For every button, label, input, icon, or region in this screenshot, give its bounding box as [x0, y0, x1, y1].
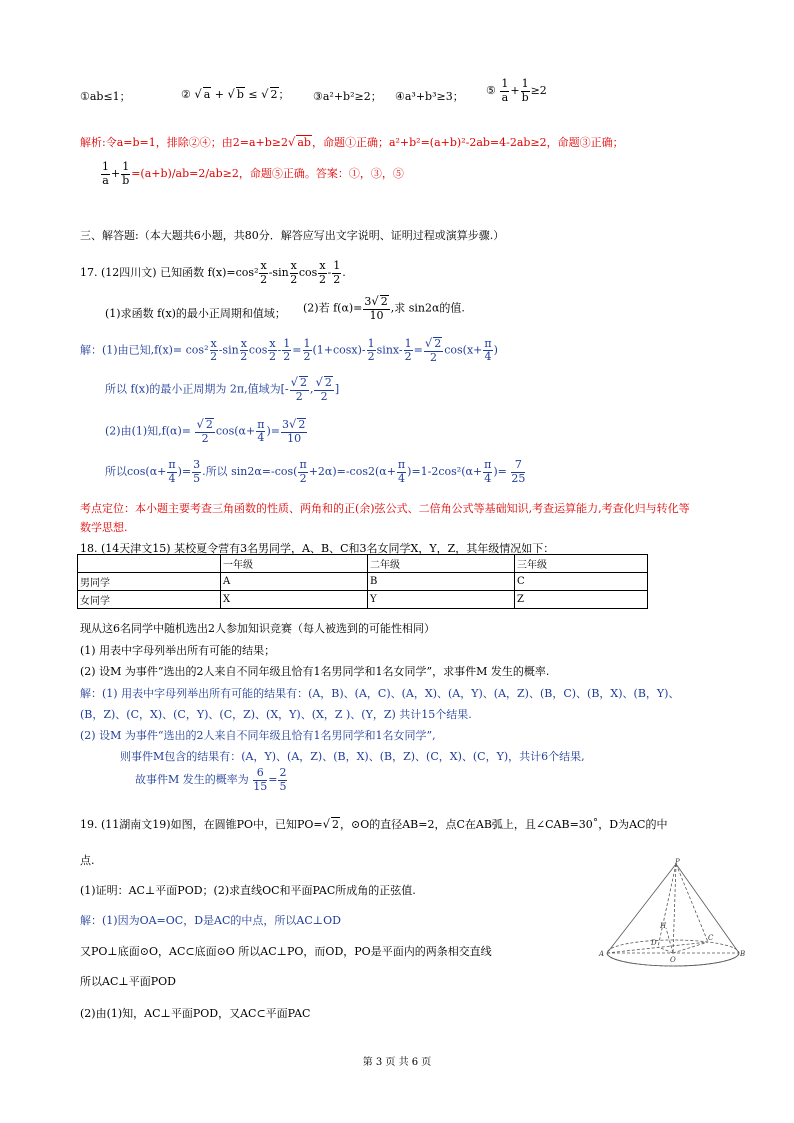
table-header-cell: [78, 555, 221, 573]
q19-stem: 19. (11湖南文19)如图，在圆锥PO中，已知PO=√ 2，⊙O的直径AB=2，点C在AB弧上，且∠CAB=30˚，D为AC的中: [80, 817, 668, 831]
q18-part2: (2) 设M 为事件“选出的2人来自不同年级且恰有1名男同学和1名女同学”，求事件M 发生的概率.: [80, 665, 550, 678]
table-cell: Y: [368, 591, 515, 609]
table-cell: 女同学: [78, 591, 221, 609]
q17-part2-solution: (2)由(1)知,f(α)= $\frac{√ 2}{2}$ cos(α+ $\frac{\pi}{4}$ )= $\frac{3√ 2}{10}$: [105, 417, 306, 445]
q16-option-3: ③a²+b²≥2；: [313, 90, 382, 103]
q18-stem: 18. (14天津文15) 某校夏令营有3名男同学，A、B、C和3名女同学X，Y，Z，其年级情况如下：: [80, 542, 555, 555]
table-header-cell: 一年级: [221, 555, 368, 573]
q18-solution-2: (2) 设M 为事件“选出的2人来自不同年级且恰有1名男同学和1名女同学”,: [80, 729, 436, 742]
q16-option-2: ② √ a + √ b ≤ √ 2；: [181, 87, 290, 101]
label-a: A: [599, 950, 605, 958]
q17-part1: (1)求函数 f(x)的最小正周期和值域；: [105, 307, 286, 320]
cone-figure: [598, 858, 748, 971]
table-cell: A: [221, 573, 368, 591]
q19-stem-end: 点.: [80, 854, 95, 867]
table-header-cell: 二年级: [368, 555, 515, 573]
page-footer: 第 3 页 共 6 页: [362, 1057, 432, 1068]
q16-option-4: ④a³+b³≥3；: [395, 90, 464, 103]
table-cell: Z: [515, 591, 648, 609]
label-p: P: [675, 858, 680, 866]
table-header-cell: 三年级: [515, 555, 648, 573]
table-cell: 男同学: [78, 573, 221, 591]
label-o: O: [670, 956, 676, 964]
q16-option-5: ⑤ $\frac{1}{a}$ + $\frac{1}{b}$ ≥2: [486, 77, 547, 104]
q18-part1: (1) 用表中字母列举出所有可能的结果；: [80, 644, 276, 657]
table-cell: B: [368, 573, 515, 591]
q17-part2: (2)若 f(α)= $\frac{3√ 2}{10}$ ,求 sin2α的值.: [303, 294, 465, 322]
cone-diagram: [598, 858, 748, 968]
q18-solution-1b: (B，Z)、(C，X)、(C，Y)、(C，Z)、(X，Y)、(X，Z )、(Y，Z) 共计15个结果.: [80, 708, 472, 721]
q17-final: 所以cos(α+ $\frac{\pi}{4}$ )= $\frac{3}{5}$ .所以 sin2α=-cos( $\frac{\pi}{2}$ +2α)=-cos2(α+ $\frac{\pi}{4}$ )=1-2cos²(α+ $\frac{\pi}{4}$ )= $\frac{7}{25}$: [105, 458, 526, 485]
q19-parts: (1)证明：AC⊥平面POD；(2)求直线OC和平面PAC所成角的正弦值.: [80, 884, 416, 897]
q19-solution-4: (2)由(1)知，AC⊥平面POD，又AC⊂平面PAC: [80, 1007, 311, 1020]
table-cell: X: [221, 591, 368, 609]
q18-solution-1: 解：(1) 用表中字母列举出所有可能的结果有：(A，B)、(A，C)、(A，X)、(A，Y)、(A，Z)、(B，C)、(B，X)、(B，Y)、: [80, 687, 680, 700]
label-c: C: [708, 934, 714, 942]
q18-line1: 现从这6名同学中随机选出2人参加知识竞赛（每人被选到的可能性相同）: [80, 622, 435, 635]
q18-solution-2b: 则事件M包含的结果有：(A，Y)、(A，Z)、(B，X)、(B，Z)、(C，X)、(C，Y)，共计6个结果,: [120, 750, 585, 763]
table-cell: C: [515, 573, 648, 591]
label-h: H: [660, 922, 667, 930]
table-row: [78, 555, 648, 573]
q19-solution-2: 又PO⊥底面⊙O，AC⊂底面⊙O 所以AC⊥PO，而OD，PO是平面内的两条相交直线: [80, 945, 492, 958]
q16-solution-line1: 解析:令a=b=1，排除②④；由2=a+b≥2√ ab，命题①正确；a²+b²=(a+b)²-2ab=4-2ab≥2，命题③正确；: [80, 135, 624, 149]
q17-stem: 17. (12四川文) 已知函数 f(x)=cos² $\frac{x}{2}$ -sin $\frac{x}{2}$ cos $\frac{x}{2}$ - $\frac{1}{2}$ .: [80, 259, 346, 286]
q19-solution-3: 所以AC⊥平面POD: [80, 975, 176, 988]
q17-note: 考点定位：本小题主要考查三角函数的性质、两角和的正(余)弦公式、二倍角公式等基础知识,考查运算能力,考查化归与转化等: [80, 502, 690, 515]
q17-solution-1: 解：(1)由已知,f(x)= cos² $\frac{x}{2}$ -sin $\frac{x}{2}$ cos $\frac{x}{2}$ - $\frac{1}{2}$ = $\frac{1}{2}$ (1+cosx)- $\frac{1}{2}$ sinx- $\frac{1}{2}$ = $\frac{√ 2}{2}$ cos(x+ $\frac{\pi}{4}$ ): [80, 336, 498, 364]
label-b: B: [740, 950, 746, 958]
q16-option-1: ①ab≤1；: [80, 90, 131, 103]
table-row: [78, 591, 648, 609]
q18-grade-table: [77, 554, 648, 609]
q18-probability: 故事件M 发生的概率为 $\frac{6}{15}$ = $\frac{2}{5}$: [135, 766, 287, 793]
q17-range: 所以 f(x)的最小正周期为 2π,值域为[- $\frac{√ 2}{2}$ , $\frac{√ 2}{2}$ ]: [105, 375, 340, 403]
q16-solution-line2: $\frac{1}{a}$ + $\frac{1}{b}$ =(a+b)/ab=2/ab≥2，命题⑤正确。答案：①，③，⑤: [102, 160, 404, 187]
table-row: [78, 573, 648, 591]
q19-solution-1: 解：(1)因为OA=OC，D是AC的中点，所以AC⊥OD: [80, 914, 341, 927]
q17-note-2: 数学思想.: [80, 521, 128, 534]
label-d: D: [651, 939, 657, 947]
section-3-title: 三、解答题:（本大题共6小题，共80分．解答应写出文字说明、证明过程或演算步骤.）: [80, 229, 505, 242]
